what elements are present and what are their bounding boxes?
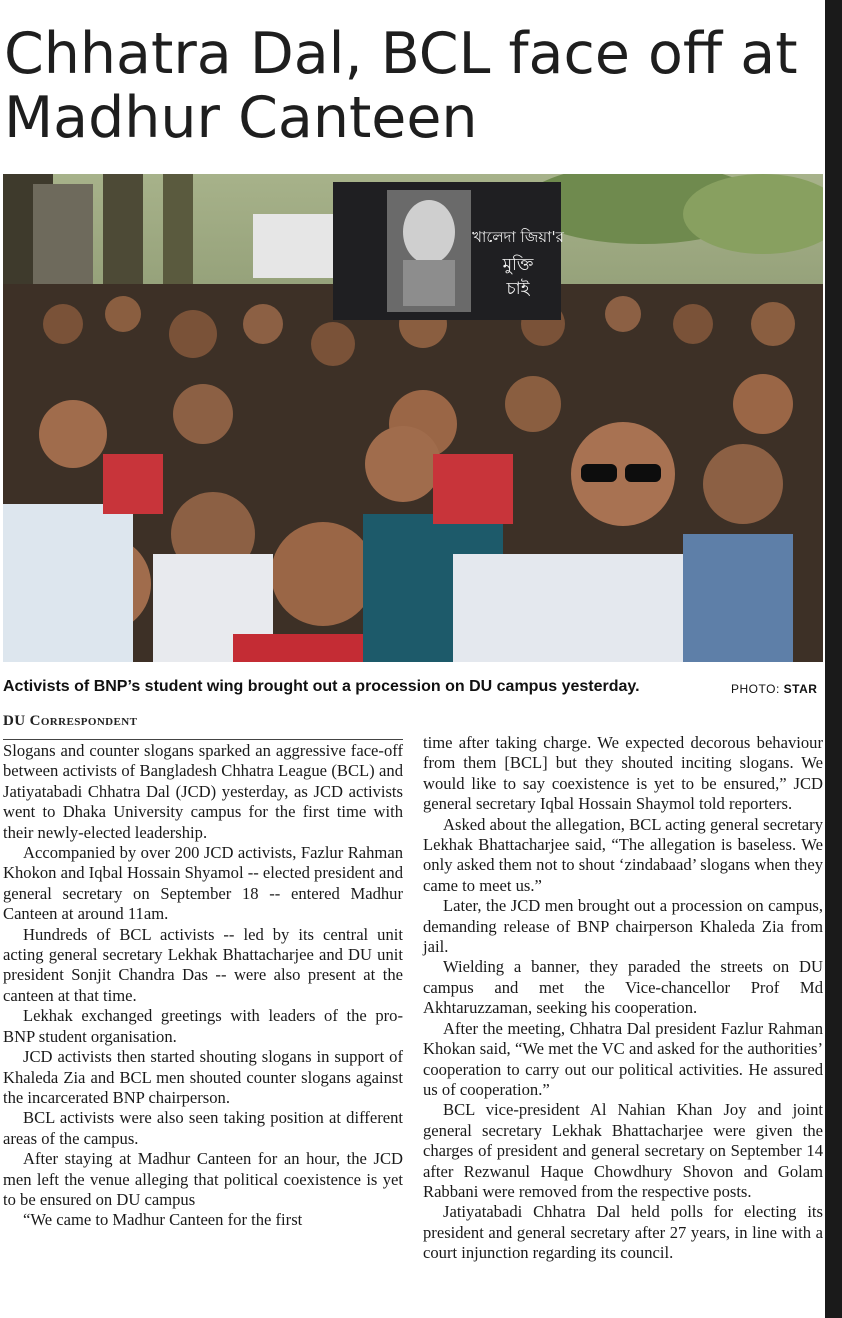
photo-credit-prefix: PHOTO: bbox=[731, 682, 784, 696]
paragraph: Accompanied by over 200 JCD activists, Fazlur Rahman Khokon and Iqbal Hossain Shyamol -- elected president and general secretary on September 18 -- entered Madhur Canteen at around 11am. bbox=[3, 843, 403, 924]
photo-caption: Activists of BNP’s student wing brought out a procession on DU campus yesterday. bbox=[3, 678, 640, 695]
paragraph: Jatiyatabadi Chhatra Dal held polls for electing its president and general secretary after 27 years, in line with a court injunction regarding its council. bbox=[423, 1202, 823, 1263]
paragraph: Slogans and counter slogans sparked an aggressive face-off between activists of Bangladesh Chhatra League (BCL) and Jatiyatabadi Chhatra Dal (JCD) yesterday, as JCD activists went to Dhaka University campus for the first time with their newly-elected leadership. bbox=[3, 741, 403, 842]
article-column-1 bbox=[3, 741, 403, 1231]
paragraph: BCL vice-president Al Nahian Khan Joy and joint general secretary Lekhak Bhattacharjee were given the charges of president and general secretary on September 14 after Rezwanul Haque Chowdhury Shovon and Golam Rabbani were removed from the respective posts. bbox=[423, 1100, 823, 1201]
paragraph: BCL activists were also seen taking position at different areas of the campus. bbox=[3, 1108, 403, 1148]
paragraph: After staying at Madhur Canteen for an hour, the JCD men left the venue alleging that political coexistence is yet to be ensured on DU campus bbox=[3, 1149, 403, 1209]
paragraph: After the meeting, Chhatra Dal president Fazlur Rahman Khokan said, “We met the VC and asked for the authorities’ cooperation to carry out our political activities. He assured us of cooperation.” bbox=[423, 1018, 823, 1099]
paragraph: Lekhak exchanged greetings with leaders of the pro-BNP student organisation. bbox=[3, 1006, 403, 1046]
protest-placard bbox=[333, 182, 565, 320]
headline bbox=[4, 22, 824, 150]
headline-line-2: Madhur Canteen bbox=[4, 85, 478, 151]
page-edge-bar bbox=[825, 0, 842, 1318]
paragraph: Hundreds of BCL activists -- led by its central unit acting general secretary Lekhak Bhattacharjee and DU unit president Sonjit Chandra Das -- were also present at the canteen at that time. bbox=[3, 924, 403, 1005]
photo-credit bbox=[731, 681, 817, 697]
paragraph: Later, the JCD men brought out a procession on campus, demanding release of BNP chairperson Khaleda Zia from jail. bbox=[423, 896, 823, 957]
placard-text-line-3: চাই bbox=[506, 279, 530, 299]
news-photo bbox=[3, 174, 823, 662]
headline-line-1: Chhatra Dal, BCL face off at bbox=[4, 21, 798, 87]
placard-text-line-1: খালেদা জিয়া'র bbox=[472, 228, 564, 246]
paragraph: Asked about the allegation, BCL acting general secretary Lekhak Bhattacharjee said, “The allegation is baseless. We only asked them not to shout ‘zindabaad’ slogans when they came to meet us.” bbox=[423, 814, 823, 895]
byline: DU Correspondent bbox=[3, 713, 138, 729]
placard-text-line-2: মুক্তি bbox=[502, 255, 534, 275]
byline-rule bbox=[3, 739, 403, 740]
article-column-2 bbox=[423, 733, 823, 1264]
paragraph: time after taking charge. We expected decorous behaviour from them [BCL] but they shouted inciting slogans. We would like to say coexistence is yet to be ensured,” JCD general secretary Iqbal Hossain Shaymol told reporters. bbox=[423, 733, 823, 814]
paragraph: “We came to Madhur Canteen for the first bbox=[23, 1210, 303, 1230]
photo-credit-source: STAR bbox=[783, 682, 818, 696]
paragraph: Wielding a banner, they paraded the streets on DU campus and met the Vice-chancellor Prof Md Akhtaruzzaman, seeking his cooperation. bbox=[423, 957, 823, 1018]
procession-photo-illustration bbox=[3, 174, 823, 662]
paragraph: JCD activists then started shouting slogans in support of Khaleda Zia and BCL men shouted counter slogans against the incarcerated BNP chairperson. bbox=[3, 1047, 403, 1107]
